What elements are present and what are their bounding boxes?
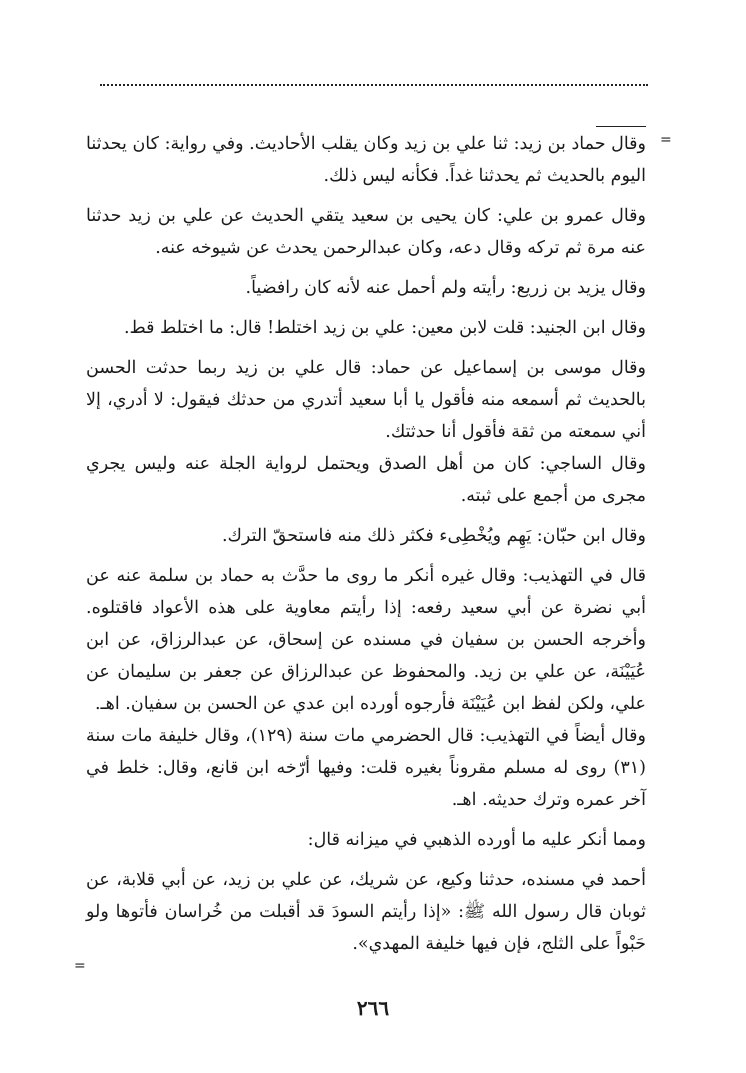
paragraph-amr: وقال عمرو بن علي: كان يحيى بن سعيد يتقي الحديث عن علي بن زيد حدثنا عنه مرة ثم تركه وقال دعه، وكان عبدالرحمن يحدث عن شيوخه عنه. [86,206,646,258]
paragraph-hadith: أحمد في مسنده، حدثنا وكيع، عن شريك، عن علي بن زيد، عن أبي قلابة، عن ثوبان قال رسول الله ﷺ: «إذا رأيتم السودَ قد أقبلت من خُراسان فأتوها ولو حَبْواً على الثلج، فإن فيها خليفة المهدي». [86,870,646,954]
paragraph-musa: وقال موسى بن إسماعيل عن حماد: قال علي بن زيد ربما حدثت الحسن بالحديث ثم أسمعه منه فأقول يا أبا سعيد أتدري من حدثك فيقول: لا أدري، إلا أني سمعته من ثقة فأقول أنا حدثتك. [86,358,646,442]
paragraph-dhahabi: ومما أنكر عليه ما أورده الذهبي في ميزانه قال: [307,830,646,850]
paragraph-ibn-hibban: وقال ابن حبّان: يَهِم ويُخْطِىء فكثر ذلك منه فاستحقّ الترك. [221,526,646,546]
paragraph-tahdhib: قال في التهذيب: وقال غيره أنكر ما روى ما حدَّث به حماد بن سلمة عنه عن أبي نضرة عن أبي سعيد رفعه: إذا رأيتم معاوية على هذه الأعواد فاقتلوه. وأخرجه الحسن بن سفيان في مسنده عن إسحاق، عن عبدالرزاق، عن ابن عُيَيْنَة، عن علي بن زيد. والمحفوظ عن عبدالرزاق عن جعفر بن سليمان عن علي، ولكن لفظ ابن عُيَيْنَة فأرجوه أورده ابن عدي عن الحسن بن سفيان. اهـ. [86,566,646,714]
page-number: ٢٦٦ [356,996,390,1020]
paragraph-tahdhib-2: وقال أيضاً في التهذيب: قال الحضرمي مات سنة (١٢٩)، وقال خليفة مات سنة (٣١) روى له مسلم مقروناً بغيره قلت: وفيها أرّخه ابن قانع، وقال: خلط في آخر عمره وترك حديثه. اهـ. [86,726,646,810]
short-header-rule [596,126,646,127]
dotted-header-rule [100,84,648,86]
margin-mark-top: = [660,132,672,148]
margin-mark-bottom: = [74,958,86,974]
paragraph-saji: وقال الساجي: كان من أهل الصدق ويحتمل لرواية الجلة عنه وليس يجري مجرى من أجمع على ثبته. [86,454,646,506]
paragraph-ibn-junayd: وقال ابن الجنيد: قلت لابن معين: علي بن زيد اختلط! قال: ما اختلط قط. [123,318,646,338]
body-text [86,128,646,968]
paragraph-hammad: وقال حماد بن زيد: ثنا علي بن زيد وكان يقلب الأحاديث. وفي رواية: كان يحدثنا اليوم بالحديث ثم يحدثنا غداً. فكأنه ليس ذلك. [86,134,646,186]
paragraph-yazid: وقال يزيد بن زريع: رأيته ولم أحمل عنه لأنه كان رافضياً. [245,278,646,298]
